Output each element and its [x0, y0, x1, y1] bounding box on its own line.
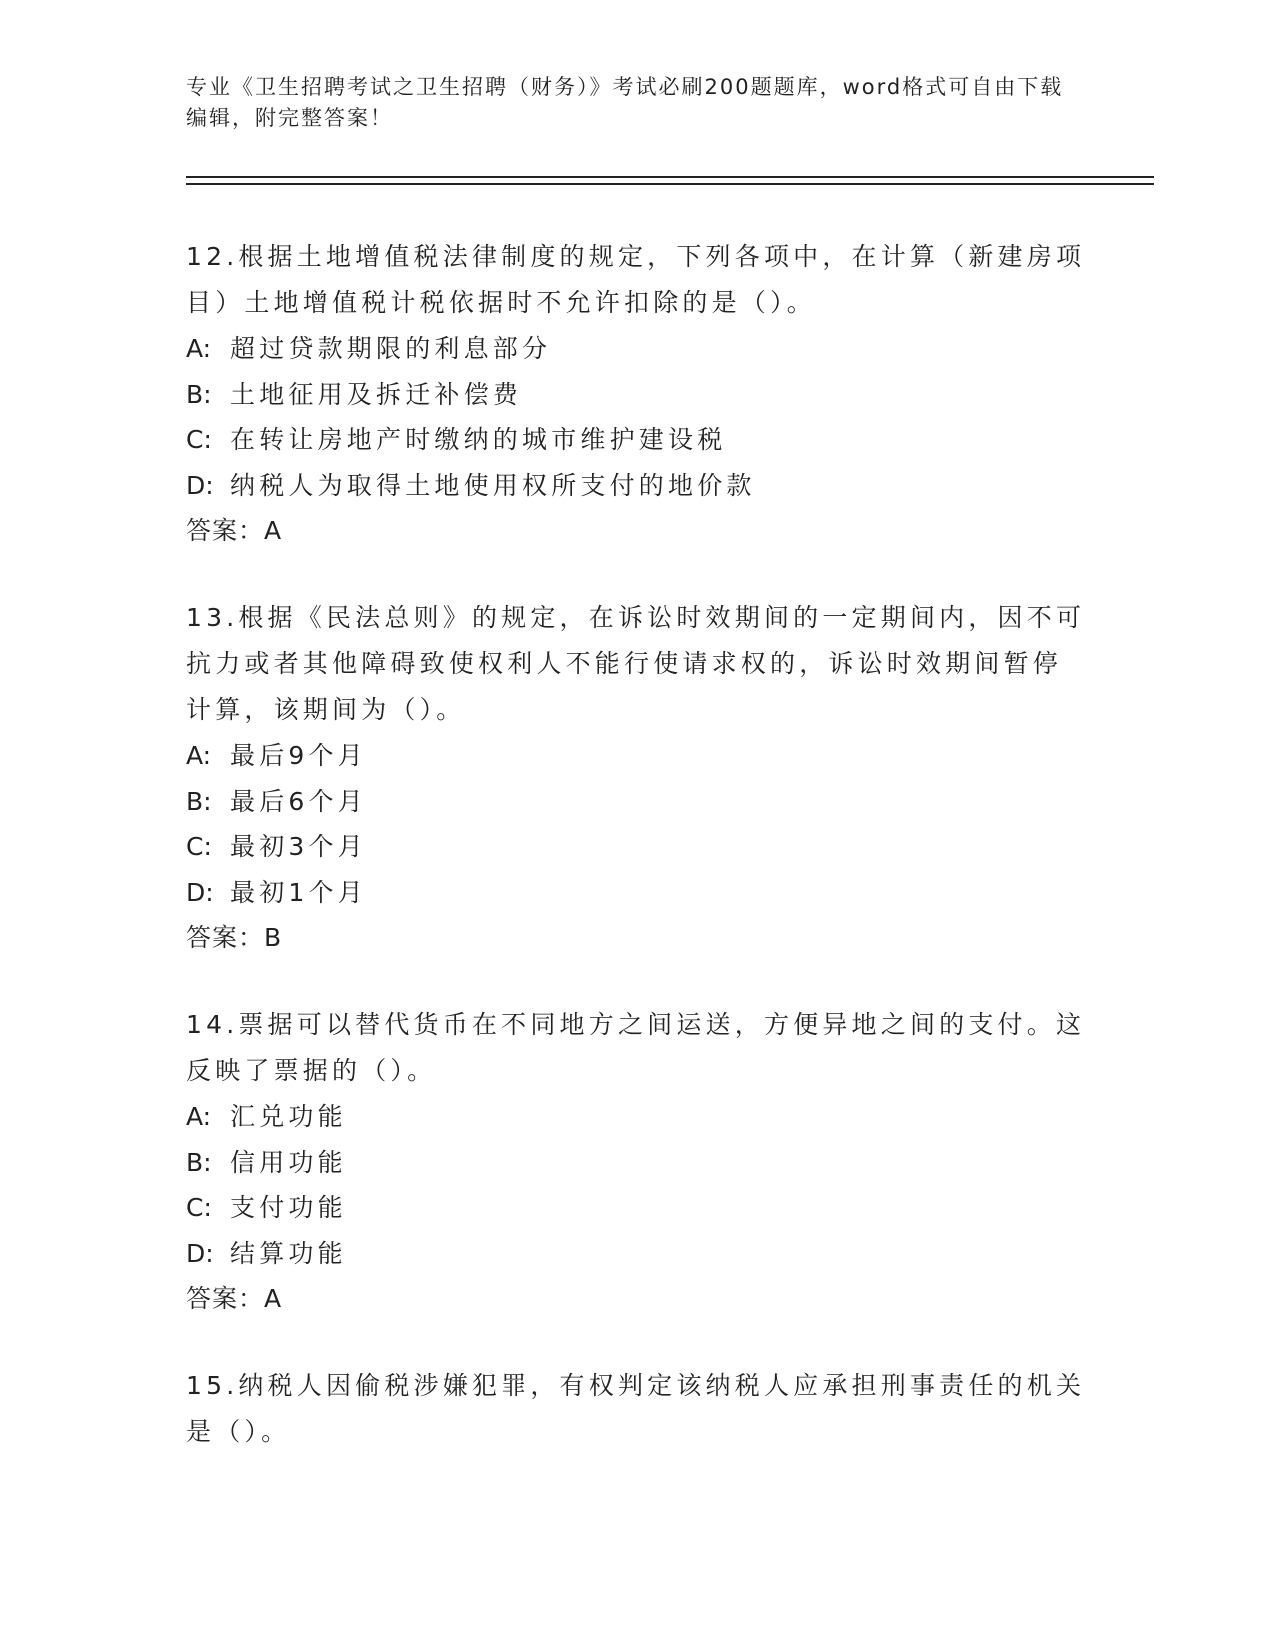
- option-a: [186, 733, 1086, 779]
- option-b: [186, 1140, 1086, 1186]
- option-key: C:: [186, 1193, 212, 1222]
- option-text: 最初3个月: [230, 832, 367, 861]
- option-text: 纳税人为取得土地使用权所支付的地价款: [230, 470, 756, 500]
- option-d: [186, 1231, 1086, 1277]
- option-key: D:: [186, 470, 214, 500]
- option-key: D:: [186, 877, 214, 907]
- question-stem: 14.票据可以替代货币在不同地方之间运送，方便异地之间的支付。这反映了票据的（）。: [186, 1010, 1086, 1085]
- option-b: [186, 779, 1086, 825]
- option-text: 土地征用及拆迁补偿费: [230, 379, 523, 409]
- question-stem: 13.根据《民法总则》的规定，在诉讼时效期间的一定期间内，因不可抗力或者其他障碍致使权利人不能行使请求权的，诉讼时效期间暂停计算，该期间为（）。: [186, 603, 1086, 724]
- option-text: 结算功能: [230, 1238, 347, 1268]
- option-text: 最后9个月: [230, 741, 367, 770]
- option-d: [186, 463, 1086, 509]
- question-item: [186, 595, 1086, 961]
- question-stem: 15.纳税人因偷税涉嫌犯罪，有权判定该纳税人应承担刑事责任的机关是（）。: [186, 1371, 1086, 1446]
- option-d: [186, 870, 1086, 916]
- answer-line: 答案：B: [186, 923, 283, 952]
- option-key: A:: [186, 334, 212, 363]
- option-key: C:: [186, 832, 212, 861]
- question-list: [186, 234, 1086, 1496]
- option-text: 超过贷款期限的利息部分: [230, 334, 552, 363]
- header-divider-thick: [186, 176, 1154, 178]
- option-key: D:: [186, 1238, 214, 1268]
- option-a: [186, 326, 1086, 372]
- option-text: 汇兑功能: [230, 1102, 347, 1131]
- option-c: [186, 1185, 1086, 1231]
- question-item: [186, 1002, 1086, 1322]
- option-text: 最初1个月: [230, 877, 367, 907]
- question-stem: 12.根据土地增值税法律制度的规定，下列各项中，在计算（新建房项目）土地增值税计税依据时不允许扣除的是（）。: [186, 242, 1086, 317]
- option-c: [186, 824, 1086, 870]
- option-text: 支付功能: [230, 1193, 347, 1222]
- option-key: C:: [186, 425, 212, 454]
- option-b: [186, 372, 1086, 418]
- answer-line: 答案：A: [186, 516, 283, 545]
- option-a: [186, 1094, 1086, 1140]
- option-text: 在转让房地产时缴纳的城市维护建设税: [230, 425, 727, 454]
- option-key: B:: [186, 786, 212, 816]
- option-key: B:: [186, 379, 212, 409]
- question-item: [186, 1363, 1086, 1455]
- option-key: A:: [186, 741, 212, 770]
- option-c: [186, 417, 1086, 463]
- document-intro: 专业《卫生招聘考试之卫生招聘（财务）》考试必刷200题题库，word格式可自由下载编辑，附完整答案！: [186, 75, 1064, 130]
- option-text: 最后6个月: [230, 786, 367, 816]
- answer-line: 答案：A: [186, 1284, 283, 1313]
- option-key: A:: [186, 1102, 212, 1131]
- question-item: [186, 234, 1086, 554]
- option-text: 信用功能: [230, 1147, 347, 1177]
- option-key: B:: [186, 1147, 212, 1177]
- header-divider-thin: [186, 183, 1154, 185]
